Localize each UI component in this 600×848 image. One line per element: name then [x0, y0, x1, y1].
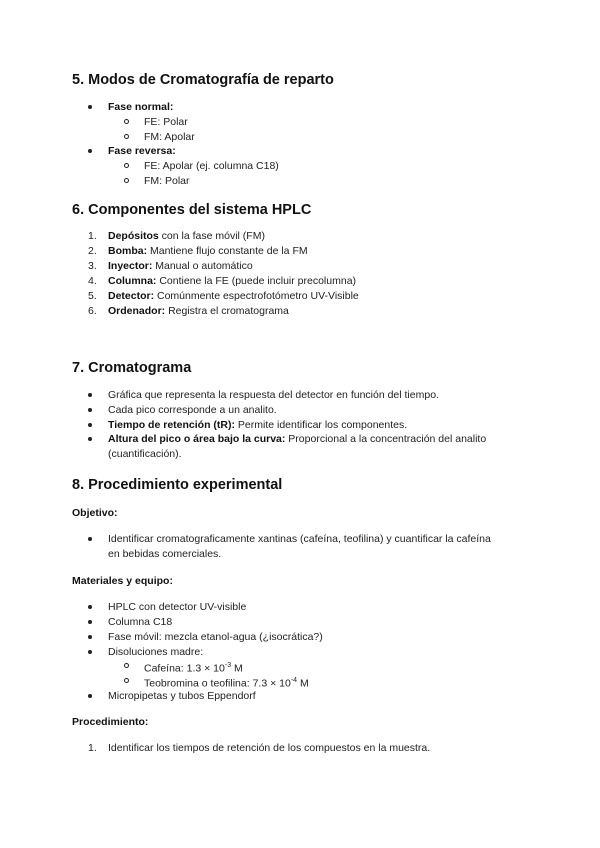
bullet-text: Identificar cromatograficamente xantinas (cafeína, teofilina) y cuantificar la cafeína [108, 533, 491, 545]
bullet-text: HPLC con detector UV-visible [108, 601, 247, 613]
objetivo-heading: Objetivo: [72, 507, 118, 519]
list-item [108, 689, 256, 704]
item-text: Contiene la FE (puede incluir precolumna) [156, 275, 357, 287]
item-number: 4. [88, 275, 97, 287]
list-item [88, 289, 359, 304]
bullet-text: Micropipetas y tubos Eppendorf [108, 690, 256, 702]
fase-normal-label: Fase normal: [108, 101, 174, 113]
list-item [88, 244, 308, 259]
item-number: 2. [88, 245, 97, 257]
list-item [108, 600, 246, 615]
item-bold: Depósitos [108, 230, 159, 242]
list-item [108, 532, 491, 547]
list-item-continuation [108, 447, 182, 462]
procedimiento-heading: Procedimiento: [72, 716, 149, 728]
bullet-text: en bebidas comerciales. [108, 548, 222, 560]
bullet-text: M [297, 677, 309, 690]
bullet-text: Fase móvil: mezcla etanol-agua (¿isocrática?) [108, 631, 323, 643]
list-item [108, 418, 407, 433]
list-item [108, 630, 323, 645]
item-number: 6. [88, 305, 97, 317]
item-text: Registra el cromatograma [165, 305, 289, 317]
bullet-text: Proporcional a la concentración del analito [285, 433, 487, 445]
item-number: 5. [88, 290, 97, 302]
item-bold: Ordenador: [108, 305, 166, 317]
bullet-text: Columna C18 [108, 616, 173, 628]
bullet-text: Cafeína: 1.3 × 10 [144, 662, 225, 675]
list-item [88, 229, 265, 244]
item-number: 3. [88, 260, 97, 272]
bullet-bold: Altura del pico o área bajo la curva: [108, 433, 286, 445]
fase-reversa-fe: FE: Apolar (ej. columna C18) [144, 160, 279, 172]
list-item [108, 615, 172, 630]
item-bold: Bomba: [108, 245, 148, 257]
item-bold: Inyector: [108, 260, 153, 272]
list-item [108, 100, 173, 115]
item-text: Manual o automático [152, 260, 253, 272]
list-item [144, 174, 190, 189]
bullet-text: Disoluciones madre: [108, 646, 204, 658]
list-item [88, 274, 357, 289]
fase-normal-fm: FM: Apolar [144, 131, 195, 143]
list-item [108, 388, 439, 403]
list-item-continuation [108, 547, 221, 562]
bullet-text: M [231, 662, 243, 675]
bullet-text: Gráfica que representa la respuesta del detector en función del tiempo. [108, 389, 439, 401]
fase-reversa-label: Fase reversa: [108, 145, 176, 157]
section-6-heading: 6. Componentes del sistema HPLC [72, 202, 312, 218]
item-text: con la fase móvil (FM) [158, 230, 265, 242]
bullet-text: Teobromina o teofilina: 7.3 × 10 [144, 677, 291, 690]
list-item [88, 259, 253, 274]
item-bold: Columna: [108, 275, 157, 287]
list-item [88, 304, 289, 319]
bullet-bold: Tiempo de retención (tR): [108, 419, 235, 431]
list-item [108, 403, 277, 418]
item-text: Mantiene flujo constante de la FM [147, 245, 308, 257]
item-text: Comúnmente espectrofotómetro UV-Visible [154, 290, 359, 302]
materiales-heading: Materiales y equipo: [72, 575, 173, 587]
item-number: 1. [88, 230, 97, 242]
list-item [144, 115, 188, 130]
list-item [144, 130, 195, 145]
bullet-text: Permite identificar los componentes. [234, 419, 408, 431]
exponent: -4 [290, 677, 298, 684]
item-bold: Detector: [108, 290, 155, 302]
list-item [108, 144, 176, 159]
fase-normal-fe: FE: Polar [144, 116, 188, 128]
section-8-heading: 8. Procedimiento experimental [72, 477, 283, 493]
list-item [108, 432, 486, 447]
exponent: -3 [224, 662, 232, 669]
bullet-text: Cada pico corresponde a un analito. [108, 404, 277, 416]
list-item [144, 159, 279, 174]
section-7-heading: 7. Cromatograma [72, 360, 192, 376]
item-text: Identificar los tiempos de retención de los compuestos en la muestra. [108, 742, 431, 754]
list-item [88, 741, 431, 756]
item-number: 1. [88, 742, 97, 754]
section-5-heading: 5. Modos de Cromatografía de reparto [72, 72, 334, 88]
bullet-text: (cuantificación). [108, 448, 182, 460]
fase-reversa-fm: FM: Polar [144, 175, 190, 187]
list-item [108, 645, 203, 660]
